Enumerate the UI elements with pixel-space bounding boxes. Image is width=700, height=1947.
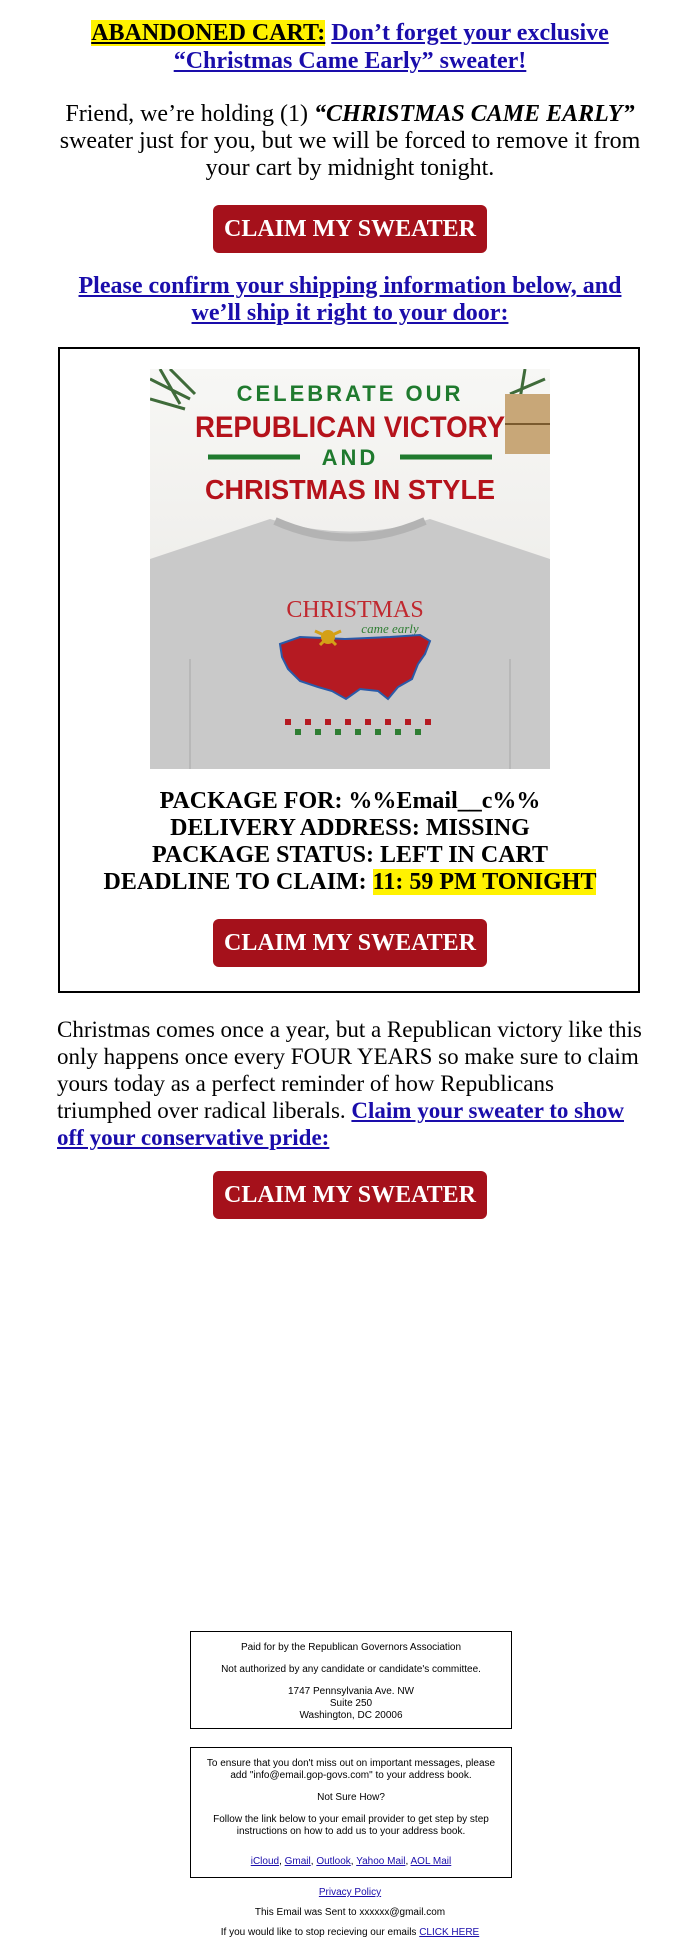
product-name: “CHRISTMAS CAME EARLY” xyxy=(314,101,635,127)
claim-sweater-button[interactable]: CLAIM MY SWEATER xyxy=(213,919,487,967)
body-text: Christmas comes once a year, but a Republican victory like this only happens once every FOUR YEARS so make sure to claim yours today as a perfect reminder of how Republicans triumphed over radical liberals. Claim your sweater to show off your conservative pride: xyxy=(57,1017,642,1150)
promo-line-1: CELEBRATE OUR xyxy=(236,381,464,406)
svg-text:came early: came early xyxy=(361,621,419,636)
package-status: PACKAGE STATUS: LEFT IN CART xyxy=(151,842,549,868)
headline-link[interactable]: Don’t forget your exclusive “Christmas Came Early” sweater! xyxy=(173,20,609,74)
package-for: PACKAGE FOR: %%Email__c%% xyxy=(159,788,541,814)
sent-to-text: This Email was Sent to xxxxxx@gmail.com xyxy=(254,1907,446,1918)
outlook-link[interactable]: Outlook xyxy=(316,1856,351,1867)
address-line: Washington, DC 20006 xyxy=(299,1710,403,1721)
address-book-box xyxy=(190,1747,512,1878)
abandoned-cart-label: ABANDONED CART: xyxy=(91,20,326,46)
ensure-text: To ensure that you don't miss out on important messages, please add "info@email.gop-govs.com" to your address book. xyxy=(206,1758,496,1781)
aol-mail-link[interactable]: AOL Mail xyxy=(410,1856,452,1867)
package-details xyxy=(60,788,640,896)
headline xyxy=(60,19,640,75)
unsubscribe-text: If you would like to stop recieving our emails xyxy=(220,1927,420,1938)
provider-links: iCloud, Gmail, Outlook, Yahoo Mail, AOL Mail xyxy=(250,1856,452,1867)
address-line: Suite 250 xyxy=(329,1698,373,1709)
follow-text: Follow the link below to your email provider to get step by step instructions on how to add us to your address book. xyxy=(213,1814,489,1837)
claim-sweater-link[interactable]: Claim your sweater to show off your conservative pride: xyxy=(57,1098,624,1150)
promo-line-3: AND xyxy=(321,445,379,470)
privacy-policy-link[interactable]: Privacy Policy xyxy=(318,1887,382,1898)
confirm-shipping-link[interactable]: Please confirm your shipping information below, and we’ll ship it right to your door: xyxy=(78,273,622,326)
deadline-value: 11: 59 PM TONIGHT xyxy=(372,869,597,895)
delivery-address: DELIVERY ADDRESS: MISSING xyxy=(170,815,530,841)
claim-sweater-button[interactable]: CLAIM MY SWEATER xyxy=(213,205,487,253)
deadline: DEADLINE TO CLAIM: 11: 59 PM TONIGHT xyxy=(103,869,597,895)
promo-line-4: CHRISTMAS IN STYLE xyxy=(205,474,495,505)
unsubscribe-link[interactable]: CLICK HERE xyxy=(419,1927,480,1938)
address-line: 1747 Pennsylvania Ave. NW xyxy=(287,1686,414,1697)
intro-text: Friend, we’re holding (1) “CHRISTMAS CAME EARLY” sweater just for you, but we will be forced to remove it from your cart by midnight tonight. xyxy=(59,101,641,181)
promo-line-2: REPUBLICAN VICTORY xyxy=(195,411,505,444)
disclaimer-box xyxy=(190,1631,512,1729)
yahoo-mail-link[interactable]: Yahoo Mail xyxy=(356,1856,406,1867)
claim-sweater-button[interactable]: CLAIM MY SWEATER xyxy=(213,1171,487,1219)
paid-for-text: Paid for by the Republican Governors Association xyxy=(240,1642,462,1653)
not-authorized-text: Not authorized by any candidate or candidate's committee. xyxy=(221,1664,481,1675)
gmail-link[interactable]: Gmail xyxy=(284,1856,311,1867)
sweater-icon xyxy=(150,519,550,769)
promo-image[interactable] xyxy=(150,369,550,769)
icloud-link[interactable]: iCloud xyxy=(250,1856,280,1867)
footer-bottom xyxy=(150,1887,550,1947)
not-sure-text: Not Sure How? xyxy=(317,1792,385,1803)
svg-text:CHRISTMAS: CHRISTMAS xyxy=(286,597,424,623)
